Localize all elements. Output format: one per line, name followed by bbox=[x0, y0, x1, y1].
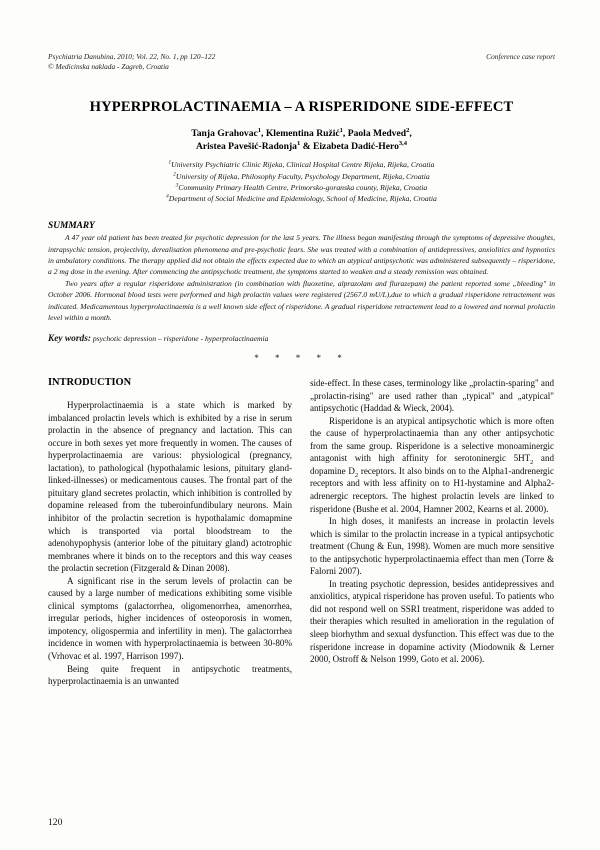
summary-paragraph: Two years after a regular risperidone administration (in combination with fluoxetine, alprazolam and flurazepam) the patient reported some „bleeding" in October 2006. Hormonal blood tests were performed and high prolactin values were registered (2567.0 mU/L),due to which a gradual risperidone retractement was indicated. Medicamentous hyperprolactinaemia is a well known side effect of risperidone. A gradual risperidone retractement lead to a lowered and normal prolactin level within a month. bbox=[48, 279, 555, 322]
author-line-1: Tanja Grahovac$^1$, Klementina Ružić$^1$, Paola Medved$^2$, bbox=[191, 126, 412, 139]
keywords-label: Key words: bbox=[48, 334, 91, 345]
author-line-2 bbox=[48, 140, 555, 153]
author-affil-marker: 1 bbox=[296, 139, 301, 147]
summary-heading: SUMMARY bbox=[48, 221, 95, 232]
paragraph-segment: Risperidone is an atypical antipsychotic which is more often the cause of hyperprolactinaemia than any other antipsychotic from the same group. Risperidone is a selective monoaminergic antagonist with high affinity for serotoninergic 5HT bbox=[310, 415, 554, 464]
body-paragraph: In high doses, it manifests an increase in prolactin levels which is similar to the prolactin increase in a typical antipsychotic treatment (Chung & Eun, 1998). Women are much more sensitive to the antipsychotic hyperprolactinaemia effect than men (Torre & Falorni 2007). bbox=[310, 516, 554, 577]
affiliation-item bbox=[48, 159, 555, 170]
author-affil-marker: 1 bbox=[257, 126, 262, 134]
section-separator: * * * * * bbox=[254, 353, 349, 364]
body-paragraph: Being quite frequent in antipsychotic treatments, hyperprolactinaemia is an unwanted bbox=[48, 663, 292, 687]
body-paragraph: In treating psychotic depression, besides antidepressives and anxiolitics, atypical risperidone has proven useful. To patients who did not respond well on SSRI treatment, risperidone was added to their therapies which resulted in amelioration in the regulation of sleep biorhythm and sexual dysfunction. This effect was due to the risperidone increase in dopamine activity (Miodownik & Lerner 2000, Ostroff & Nelson 1999, Goto et al. 2006). bbox=[310, 578, 554, 665]
column-right bbox=[310, 377, 554, 688]
affiliation-text: Department of Social Medicine and Epidemiology, School of Medicine, Rijeka, Croatia bbox=[168, 194, 437, 204]
author-affil-marker: 2 bbox=[406, 126, 410, 134]
section-heading-introduction: INTRODUCTION bbox=[48, 377, 132, 389]
running-head-left bbox=[48, 52, 215, 73]
receptor-subscript: 2 bbox=[354, 471, 359, 479]
affiliation-text: Community Primary Health Centre, Primorsko-goranska county, Rijeka, Croatia bbox=[178, 182, 428, 192]
page-title: HYPERPROLACTINAEMIA – A RISPERIDONE SIDE-EFFECT bbox=[89, 98, 514, 115]
body-paragraph-risperidone bbox=[310, 415, 554, 515]
affiliation-marker: 3 bbox=[175, 182, 179, 189]
author-name: , Paola Medved bbox=[342, 127, 407, 139]
affiliation-item bbox=[48, 182, 555, 193]
author-list bbox=[48, 127, 555, 153]
paragraph-segment: receptors. It also binds on to the Alpha1-andrenergic receptors and with less affinity on to H1-hystamine and Alpha2-adrenergic receptors. The highest prolactin levels are linked to risperidone (Bushe et al. 2004, Hamner 2002, Kearns et al. 2000). bbox=[310, 465, 554, 514]
affiliation-marker: 4 bbox=[166, 193, 169, 200]
author-name: & Eizabeta Dadić-Hero bbox=[300, 141, 399, 153]
affiliation-list bbox=[48, 159, 555, 204]
journal-citation: Psychiatria Danubina, 2010; Vol. 22, No. 1, pp 120–122 bbox=[48, 52, 216, 61]
author-affil-marker: 3,4 bbox=[398, 139, 408, 147]
author-name: , Klementina Ružić bbox=[261, 127, 340, 139]
affiliation-marker: 1 bbox=[168, 159, 172, 166]
body-columns bbox=[48, 377, 555, 688]
affiliation-item bbox=[48, 193, 555, 204]
receptor-subscript: 2 bbox=[530, 459, 534, 467]
keywords bbox=[48, 334, 555, 344]
body-paragraph: Hyperprolactinaemia is a state which is marked by imbalanced prolactin levels which is exhibited by a rise in serum prolactin in the absence of pregnancy and lactation. This can occure in both sexes yet more frequently in women. The causes of hyperprolactinaemia are various: physiological (pregnancy, lactation), to pathological (hypothalamic lesions, pituitary gland-linked-illnesses) or medicamentous causes. The frontal part of the pituitary gland secretes prolactin, which inhibition is controlled by dopamine released from the tuberoinfundibulary neurons. Main inhibitor of the prolactin secretion is hypothalamic domapmine which is transported via portal bloodstream to the adenohypophysis (anterior lobe of the pituitary gland) actotrophic membranes where it binds on to the receptors and this way ceases the prolactin secretion (Fitzgerald & Dinan 2008). bbox=[48, 400, 292, 574]
author-name: Tanja Grahovac bbox=[191, 127, 258, 139]
body-paragraph: side-effect. In these cases, terminology like „prolactin-sparing" and „prolactin-rising" are used rather than „typical" and „atypical" antipsychotic (Haddad & Wieck, 2004). bbox=[310, 378, 554, 414]
page-number: 120 bbox=[48, 817, 63, 828]
author-affil-marker: 1 bbox=[339, 126, 343, 134]
affiliation-item bbox=[48, 171, 555, 182]
keywords-value: psychotic depression – risperidone - hyperprolactinaemia bbox=[90, 334, 269, 344]
publisher-line: © Medicinska naklada - Zagreb, Croatia bbox=[48, 62, 169, 72]
affiliation-marker: 2 bbox=[173, 170, 176, 177]
body-paragraph: A significant rise in the serum levels of prolactin can be caused by a large number of medications exhibiting some visible clinical symptoms (galactorrhea, oligomenorrhea, amenorrhea, irregular periods, higher incidences of osteoporosis in women, impotency, oligospermia and infertility in men). The galactorrhea incidence in women with hyperprolactinaemia is between 30-80% (Vrhovac et al. 1997, Harrison 1997). bbox=[48, 575, 292, 661]
affiliation-text: University Psychiatric Clinic Rijeka, Clinical Hospital Centre Rijeka, Rijeka, Croatia bbox=[171, 160, 435, 170]
affiliation-text: University of Rijeka, Philosophy Faculty, Psychology Department, Rijeka, Croatia bbox=[175, 171, 430, 181]
summary-paragraph: A 47 year old patient has been treated for psychotic depression for the last 5 years. The illness began manifesting through the symptoms of depressive thoughts, intrapsychic tension, projectivity, derealisation phenomena and pre-psychotic fears. She was treated with a combination of antidepressives, anxiolitics and hypnotics in ambulatory conditions. The therapy applied did not obtain the effects expected due to which an atypical antipsychotic was administered subsequently – risperidone, a 2 mg dose in the evening. After commencing the antipsychotic treatment, the symptoms started to weaken and a steady remission was obtained. bbox=[48, 233, 555, 277]
paragraph-segment: and dopamine D bbox=[310, 453, 554, 476]
article-type-label: Conference case report bbox=[486, 52, 555, 61]
running-head bbox=[48, 52, 555, 73]
column-left bbox=[48, 377, 292, 688]
author-name: Aristea Pavešić-Radonja bbox=[195, 141, 297, 153]
